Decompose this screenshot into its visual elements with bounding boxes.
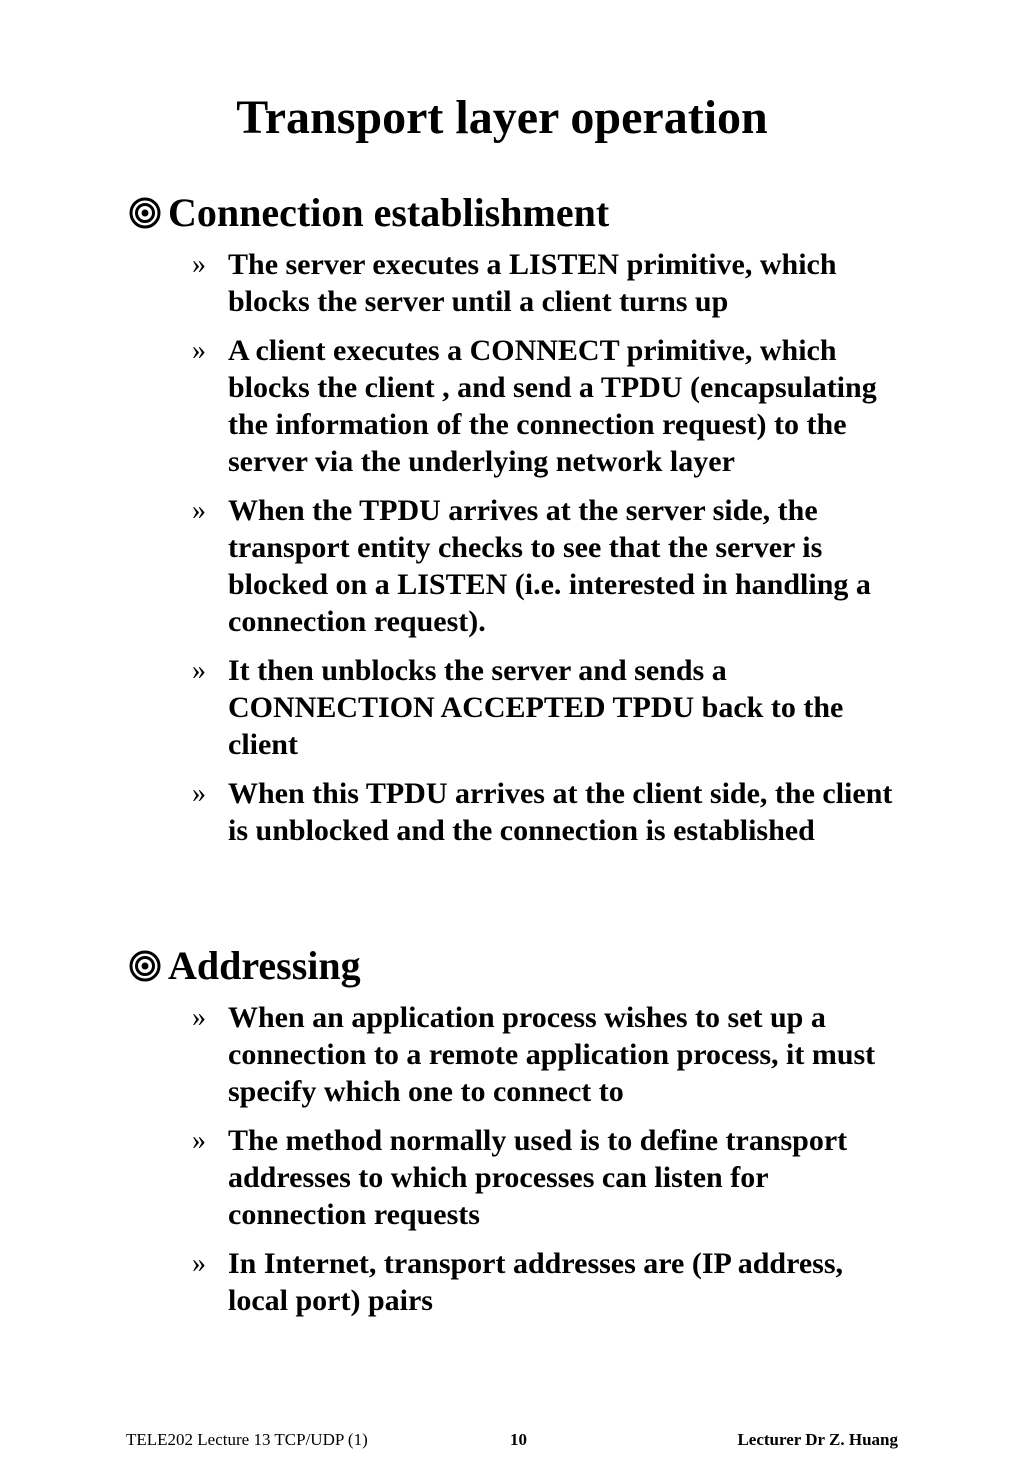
chevron-marker: » <box>192 655 206 686</box>
section-heading <box>128 188 918 238</box>
list-item-text: When an application process wishes to set up a connection to a remote application process, it must specify which one to connect to <box>228 1001 876 1108</box>
list-item-text: The method normally used is to define transport addresses to which processes can listen for connection requests <box>228 1124 848 1231</box>
list-item <box>128 246 918 320</box>
double-circle-bullet-icon <box>128 949 162 983</box>
list-item <box>128 775 918 849</box>
page-title: Transport layer operation <box>236 91 768 144</box>
list-item <box>128 492 918 640</box>
list-item <box>128 1245 918 1319</box>
footer-lecturer: Lecturer Dr Z. Huang <box>737 1430 898 1449</box>
chevron-marker: » <box>192 1125 206 1156</box>
list-item-text: In Internet, transport addresses are (IP address, local port) pairs <box>228 1247 844 1317</box>
bullet-list <box>128 246 918 849</box>
chevron-marker: » <box>192 778 206 809</box>
list-item <box>128 652 918 763</box>
list-item <box>128 332 918 480</box>
list-item-text: When the TPDU arrives at the server side, the transport entity checks to see that the server is blocked on a LISTEN (i.e. interested in handling a connection request). <box>228 494 871 638</box>
chevron-marker: » <box>192 335 206 366</box>
footer-course: TELE202 Lecture 13 TCP/UDP (1) <box>126 1430 368 1449</box>
chevron-marker: » <box>192 1002 206 1033</box>
section-heading <box>128 941 918 991</box>
section-heading-label: Addressing <box>168 943 361 988</box>
section-heading-label: Connection establishment <box>168 190 610 235</box>
section-connection-establishment <box>128 188 918 861</box>
double-circle-bullet-icon <box>128 196 162 230</box>
list-item-text: A client executes a CONNECT primitive, which blocks the client , and send a TPDU (encapsulating the information of the connection request) to the server via the underlying network layer <box>228 334 877 478</box>
list-item-text: It then unblocks the server and sends a CONNECTION ACCEPTED TPDU back to the client <box>228 654 844 761</box>
page-footer <box>126 1430 898 1450</box>
chevron-marker: » <box>192 1248 206 1279</box>
footer-page-number: 10 <box>510 1430 527 1449</box>
list-item-text: The server executes a LISTEN primitive, which blocks the server until a client turns up <box>228 248 837 318</box>
chevron-marker: » <box>192 249 206 280</box>
bullet-list <box>128 999 918 1319</box>
section-addressing <box>128 941 918 1331</box>
list-item-text: When this TPDU arrives at the client side, the client is unblocked and the connection is established <box>228 777 893 847</box>
chevron-marker: » <box>192 495 206 526</box>
list-item <box>128 1122 918 1233</box>
list-item <box>128 999 918 1110</box>
